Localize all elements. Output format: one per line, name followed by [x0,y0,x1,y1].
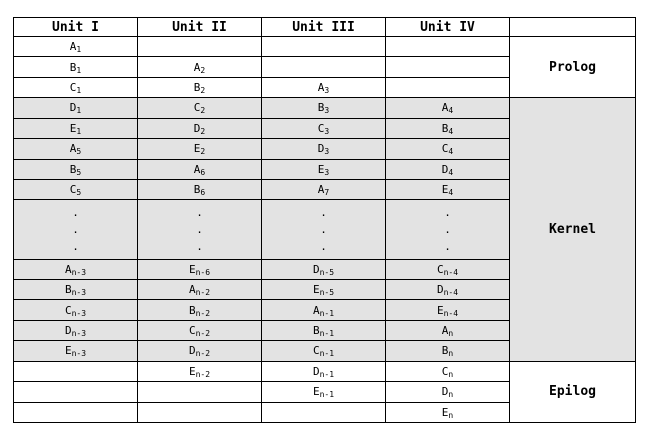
instruction-letter: C [441,142,449,156]
unit-4-cell [386,259,510,279]
unit-3-cell [262,280,386,300]
unit-3-cell [262,179,386,199]
header-unit-2: Unit II [138,18,262,37]
instruction-letter: B [193,81,201,95]
unit-1-cell [14,300,138,320]
iteration-index: 5 [76,147,82,157]
instruction-letter: D [312,364,320,378]
unit-2-cell [138,361,262,381]
schedule-table [13,17,636,423]
header-row [14,18,636,37]
instruction-letter: A [193,60,201,74]
instruction-letter: B [69,162,77,176]
unit-4-cell [386,300,510,320]
iteration-index: 7 [324,188,330,198]
iteration-index: n-1 [319,369,335,379]
instruction-letter: D [441,162,449,176]
iteration-index: 2 [200,147,206,157]
ellipsis-dot: . [320,239,327,253]
iteration-index: n-1 [319,329,335,339]
unit-1-cell [14,118,138,138]
iteration-index: 3 [324,106,330,116]
ellipsis-dot: . [320,222,327,236]
unit-3-cell [262,118,386,138]
iteration-index: n-4 [443,267,459,277]
iteration-index: n-3 [71,349,87,359]
instruction-letter: A [317,81,325,95]
instruction-letter: A [188,283,196,297]
iteration-index: 6 [200,167,206,177]
iteration-index: 5 [76,167,82,177]
instruction-letter: D [188,344,196,358]
instruction-letter: A [441,101,449,115]
unit-3-cell [262,402,386,422]
iteration-index: n-4 [443,288,459,298]
header-unit-3: Unit III [262,18,386,37]
unit-1-cell [14,77,138,97]
unit-3-cell [262,320,386,340]
unit-4-cell [386,179,510,199]
table-row [14,98,636,118]
stage-prolog-label: Prolog [510,37,636,98]
iteration-index: 1 [76,86,82,96]
unit-2-cell [138,320,262,340]
unit-1-cell [14,57,138,77]
iteration-index: n-6 [195,267,211,277]
header-stage [510,18,636,37]
unit-3-cell [262,77,386,97]
unit-4-cell [386,118,510,138]
instruction-letter: B [193,183,201,197]
iteration-index: n [448,349,454,359]
iteration-index: n-5 [319,288,335,298]
unit-4-cell [386,341,510,361]
iteration-index: 3 [324,126,330,136]
unit-1-cell [14,37,138,57]
unit-3-cell [262,382,386,402]
iteration-index: 4 [448,147,454,157]
instruction-letter: D [64,324,72,338]
instruction-letter: C [441,364,449,378]
iteration-index: 2 [200,65,206,75]
unit-4-cell [386,37,510,57]
instruction-letter: B [312,324,320,338]
iteration-index: n-4 [443,308,459,318]
ellipsis-dot: . [320,205,327,219]
iteration-index: 1 [76,106,82,116]
instruction-letter: A [64,262,72,276]
instruction-letter: B [441,344,449,358]
instruction-letter: E [312,283,320,297]
ellipsis-dot: . [196,239,203,253]
unit-3-cell [262,139,386,159]
iteration-index: n-3 [71,329,87,339]
unit-2-cell [138,37,262,57]
instruction-letter: C [317,121,325,135]
instruction-letter: D [317,142,325,156]
iteration-index: n-2 [195,329,211,339]
table-body [14,37,636,423]
unit-1-cell [14,382,138,402]
iteration-index: 1 [76,65,82,75]
iteration-index: n-5 [319,267,335,277]
unit-3-cell [262,37,386,57]
iteration-index: n-3 [71,308,87,318]
instruction-letter: A [69,40,77,54]
instruction-letter: A [312,303,320,317]
unit-2-cell [138,300,262,320]
instruction-letter: E [69,121,77,135]
table-row [14,37,636,57]
unit-2-cell [138,200,262,259]
instruction-letter: C [193,101,201,115]
instruction-letter: C [188,324,196,338]
instruction-letter: A [441,324,449,338]
instruction-letter: D [193,121,201,135]
iteration-index: 2 [200,106,206,116]
iteration-index: n-1 [319,390,335,400]
instruction-letter: C [64,303,72,317]
unit-4-cell [386,77,510,97]
unit-2-cell [138,382,262,402]
iteration-index: 4 [448,167,454,177]
iteration-index: n-2 [195,369,211,379]
ellipsis-dot: . [444,205,451,219]
unit-4-cell [386,159,510,179]
iteration-index: 1 [76,126,82,136]
instruction-letter: E [312,385,320,399]
unit-4-cell [386,361,510,381]
unit-3-cell [262,300,386,320]
unit-1-cell [14,320,138,340]
ellipsis-dot: . [444,239,451,253]
iteration-index: n [448,390,454,400]
unit-3-cell [262,259,386,279]
ellipsis-dot: . [444,222,451,236]
unit-1-cell [14,179,138,199]
unit-2-cell [138,139,262,159]
iteration-index: 2 [200,126,206,136]
ellipsis-dot: . [72,205,79,219]
stage-epilog-label: Epilog [510,361,636,422]
iteration-index: 6 [200,188,206,198]
instruction-letter: A [69,142,77,156]
iteration-index: n [448,329,454,339]
iteration-index: 4 [448,126,454,136]
unit-3-cell [262,98,386,118]
unit-4-cell [386,200,510,259]
header-unit-1: Unit I [14,18,138,37]
instruction-letter: C [436,262,444,276]
ellipsis-dot: . [196,205,203,219]
unit-3-cell [262,361,386,381]
unit-3-cell [262,57,386,77]
unit-2-cell [138,179,262,199]
iteration-index: n-2 [195,349,211,359]
iteration-index: n-1 [319,349,335,359]
unit-1-cell [14,361,138,381]
iteration-index: 3 [324,167,330,177]
ellipsis-dot: . [72,222,79,236]
unit-2-cell [138,159,262,179]
unit-1-cell [14,341,138,361]
unit-1-cell [14,259,138,279]
instruction-letter: E [441,405,449,419]
instruction-letter: D [312,262,320,276]
unit-2-cell [138,98,262,118]
instruction-letter: E [188,364,196,378]
instruction-letter: E [64,344,72,358]
iteration-index: n-2 [195,308,211,318]
unit-4-cell [386,320,510,340]
instruction-letter: E [193,142,201,156]
instruction-letter: D [441,385,449,399]
unit-1-cell [14,200,138,259]
unit-4-cell [386,139,510,159]
instruction-letter: E [441,183,449,197]
instruction-letter: E [188,262,196,276]
iteration-index: 5 [76,188,82,198]
unit-4-cell [386,280,510,300]
instruction-letter: E [317,162,325,176]
unit-4-cell [386,402,510,422]
ellipsis-dot: . [196,222,203,236]
iteration-index: 3 [324,86,330,96]
unit-2-cell [138,259,262,279]
table-row [14,361,636,381]
unit-3-cell [262,159,386,179]
unit-1-cell [14,280,138,300]
header-unit-4: Unit IV [386,18,510,37]
unit-2-cell [138,402,262,422]
iteration-index: 4 [448,106,454,116]
unit-2-cell [138,57,262,77]
unit-1-cell [14,98,138,118]
unit-2-cell [138,77,262,97]
unit-1-cell [14,139,138,159]
instruction-letter: B [64,283,72,297]
unit-1-cell [14,402,138,422]
iteration-index: 3 [324,147,330,157]
instruction-letter: B [188,303,196,317]
instruction-letter: B [441,121,449,135]
unit-4-cell [386,98,510,118]
unit-2-cell [138,280,262,300]
iteration-index: 4 [448,188,454,198]
iteration-index: 2 [200,86,206,96]
instruction-letter: A [193,162,201,176]
iteration-index: 1 [76,45,82,55]
iteration-index: n-3 [71,267,87,277]
instruction-letter: A [317,183,325,197]
iteration-index: n [448,410,454,420]
instruction-letter: B [69,60,77,74]
instruction-letter: C [69,183,77,197]
unit-3-cell [262,200,386,259]
ellipsis-dot: . [72,239,79,253]
instruction-letter: D [69,101,77,115]
iteration-index: n-3 [71,288,87,298]
unit-4-cell [386,57,510,77]
instruction-letter: D [436,283,444,297]
instruction-letter: E [436,303,444,317]
instruction-letter: B [317,101,325,115]
stage-kernel-label: Kernel [510,98,636,361]
instruction-letter: C [312,344,320,358]
unit-1-cell [14,159,138,179]
iteration-index: n-1 [319,308,335,318]
unit-2-cell [138,118,262,138]
unit-2-cell [138,341,262,361]
iteration-index: n [448,369,454,379]
iteration-index: n-2 [195,288,211,298]
unit-3-cell [262,341,386,361]
instruction-letter: C [69,81,77,95]
unit-4-cell [386,382,510,402]
